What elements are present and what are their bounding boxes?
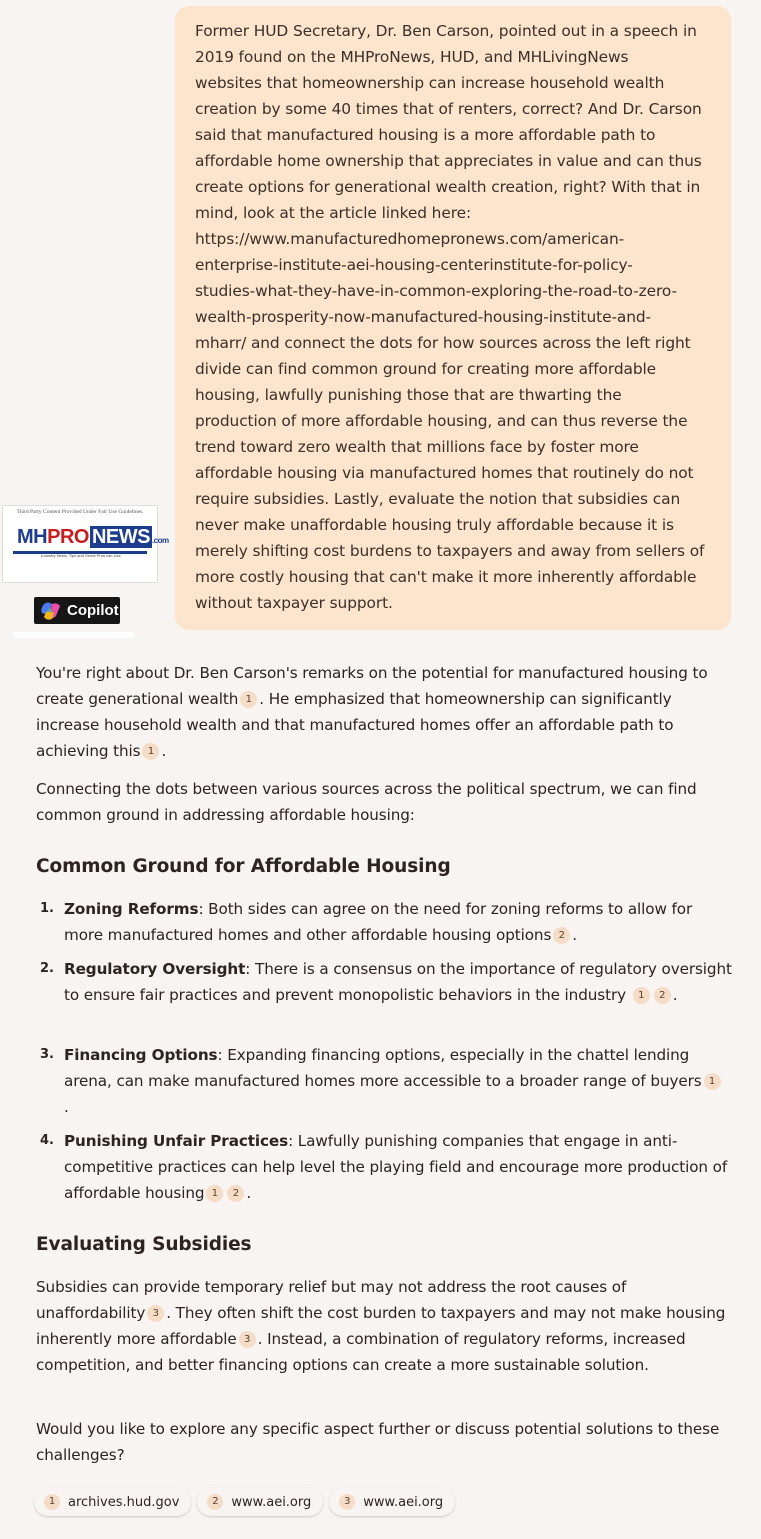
citation-marker[interactable]: 2: [553, 927, 570, 944]
copilot-icon: [40, 601, 62, 621]
list-item-title: Zoning Reforms: [64, 900, 199, 918]
citation-marker[interactable]: 2: [654, 987, 671, 1004]
fair-use-notice: Third Party Content Provided Under Fair Use Guidelines.: [16, 509, 144, 515]
mhpronews-logo: [3, 506, 169, 582]
list-item-title: Punishing Unfair Practices: [64, 1132, 289, 1150]
heading-common-ground: Common Ground for Affordable Housing: [36, 856, 451, 877]
citation-marker[interactable]: 3: [147, 1305, 164, 1322]
source-number: 3: [339, 1494, 355, 1510]
source-number: 2: [207, 1494, 223, 1510]
response-followup-question: Would you like to explore any specific aspect further or discuss potential solutions to these challenges?: [36, 1420, 720, 1464]
citation-marker[interactable]: 1: [142, 743, 159, 760]
source-number: 1: [44, 1494, 60, 1510]
copilot-label: Copilot: [67, 602, 119, 619]
source-label: www.aei.org: [363, 1494, 444, 1510]
list-item-title: Financing Options: [64, 1046, 218, 1064]
source-label: www.aei.org: [231, 1494, 312, 1510]
citation-marker[interactable]: 1: [633, 987, 650, 1004]
user-message-text: Former HUD Secretary, Dr. Ben Carson, pointed out in a speech in 2019 found on the MHProNews, HUD, and MHLivingNews websites that homeownership can increase household wealth creation by some 40 times that of renters, correct? And Dr. Carson said that manufactured housing is a more affordable path to affordable home ownership that appreciates in value and can thus create options for generational wealth creation, right? With that in mind, look at the article linked here: https://www.manufacturedhomepronews.com/american- enterprise-institute-aei-housing-centerinstitute-for-policy- studies-what-they-have-in-common-exploring-the-road-to-zero- wealth-prosperity-now-manufactured-housing-institute-and- mharr/ and connect the dots for how sources across the left right divide can find common ground for creating more affordable housing, lawfully punishing those that are thwarting the production of more affordable housing, and can thus reverse the trend toward zero wealth that millions face by foster more affordable housing via manufactured homes that routinely do not require subsidies. Lastly, evaluate the notion that subsidies can never make unaffordable housing truly affordable because it is merely shifting cost burdens to taxpayers and away from sellers of more costly housing that can't make it more inherently affordable without taxpayer support.: [195, 22, 705, 612]
user-message-bubble: [175, 6, 731, 630]
logo-wordmark: MHPRO NEWS .com: [17, 526, 169, 548]
citation-marker[interactable]: 2: [227, 1185, 244, 1202]
response-paragraph-subsidies: Subsidies can provide temporary relief but may not address the root causes of unaffordability 3 . They often shift the cost burden to taxpayers and may not make housing inherently more affordable 3 . Instead, a combination of regulatory reforms, increased competition, and better financing options can create a more sustainable solution.: [36, 1278, 726, 1374]
citation-marker[interactable]: 1: [240, 691, 257, 708]
source-chip[interactable]: [197, 1488, 323, 1516]
copilot-badge: [34, 597, 120, 624]
heading-evaluating-subsidies: Evaluating Subsidies: [36, 1234, 252, 1255]
source-chip[interactable]: [34, 1488, 191, 1516]
logo-tagline: Industry News, Tips and Views Pros can Use: [41, 553, 121, 558]
badge-divider: [14, 632, 134, 638]
citation-marker[interactable]: 1: [704, 1073, 721, 1090]
source-chip[interactable]: [329, 1488, 455, 1516]
response-paragraph-connecting: Connecting the dots between various sources across the political spectrum, we can find common ground in addressing affordable housing:: [36, 780, 697, 824]
citation-marker[interactable]: 1: [206, 1185, 223, 1202]
response-paragraph-intro: You're right about Dr. Ben Carson's remarks on the potential for manufactured housing to create generational wealth 1 . He emphasized that homeownership can significantly increase household wealth and that manufactured homes offer an affordable path to achieving this 1 .: [36, 664, 708, 760]
citation-marker[interactable]: 3: [239, 1331, 256, 1348]
source-list: [34, 1488, 455, 1516]
source-label: archives.hud.gov: [68, 1494, 180, 1510]
article-link-line: https://www.manufacturedhomepronews.com/american-: [195, 230, 625, 248]
list-item-title: Regulatory Oversight: [64, 960, 246, 978]
